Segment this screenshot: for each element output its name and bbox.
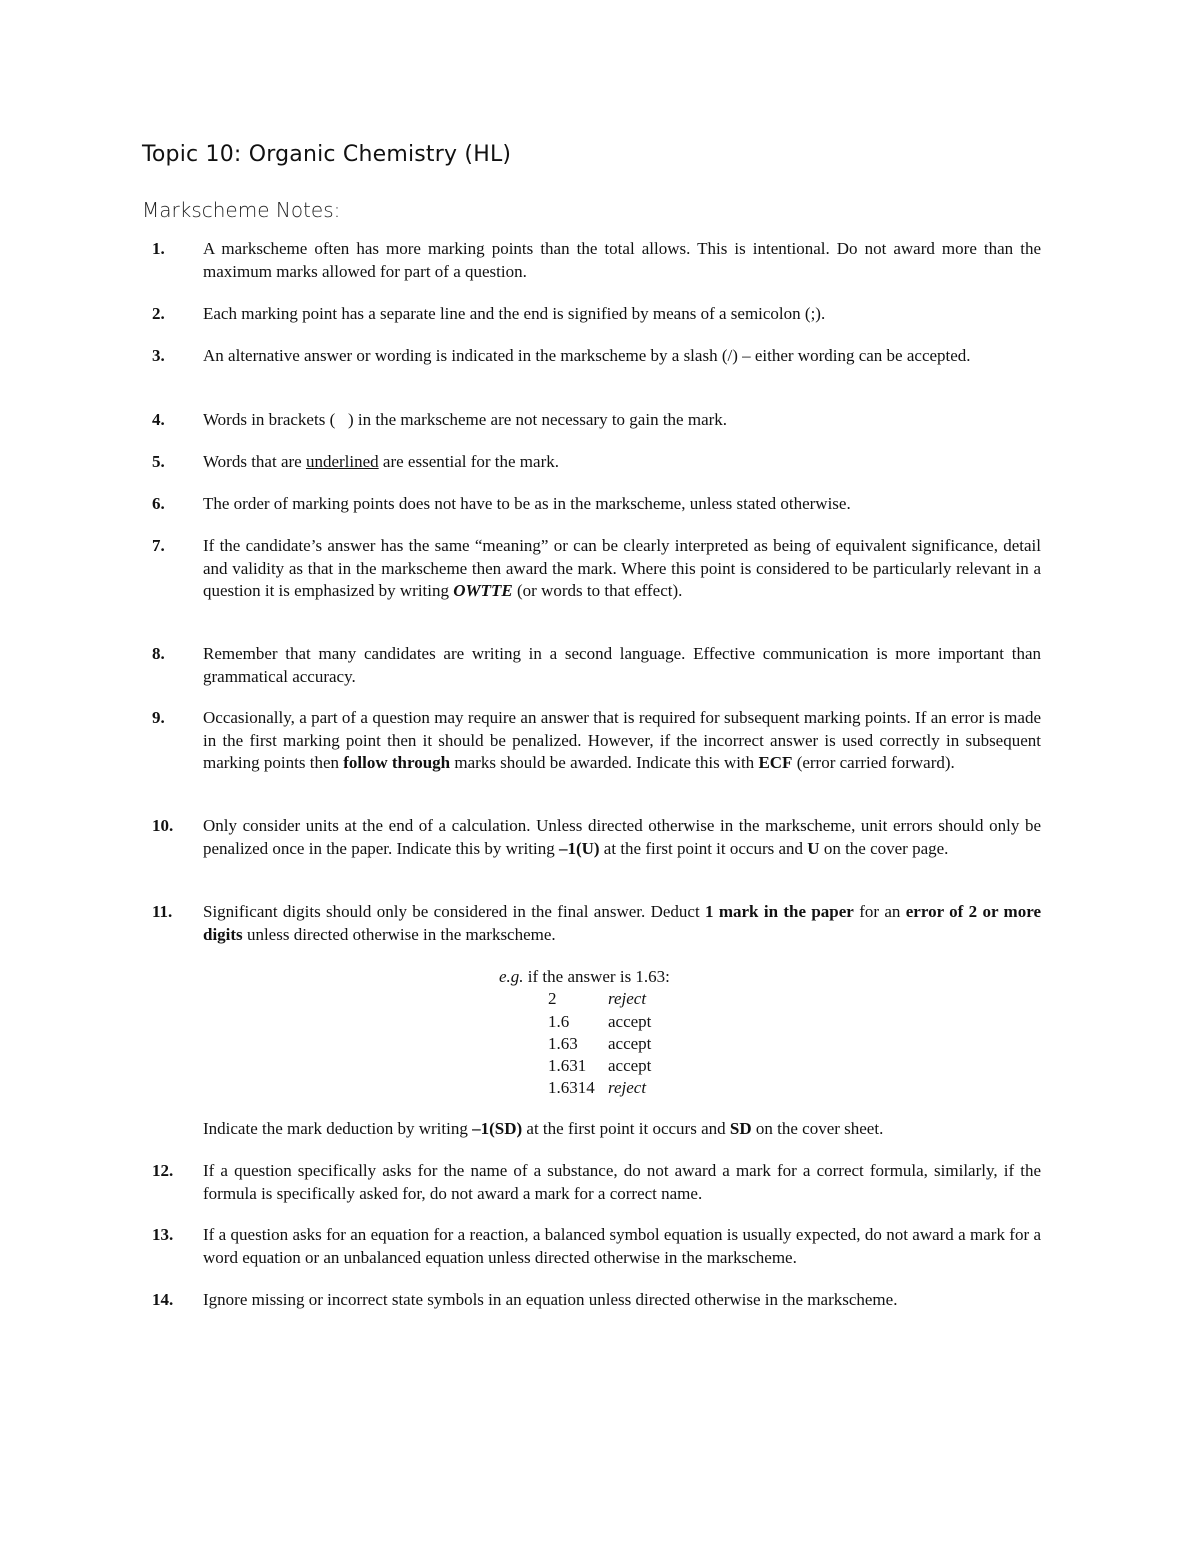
bold-text: ECF xyxy=(758,753,793,772)
example-verdict: accept xyxy=(608,1056,652,1075)
example-verdict: accept xyxy=(608,1012,652,1031)
item-text: Ignore missing or incorrect state symbols in an equation unless directed otherwise in the markscheme. xyxy=(203,1290,898,1309)
example-verdict: accept xyxy=(608,1034,652,1053)
item-text: If a question specifically asks for the name of a substance, do not award a mark for a correct formula, similarly, if the formula is specifically asked for, do not award a mark for a correct name. xyxy=(203,1161,1041,1203)
item-number: 2. xyxy=(152,304,165,323)
item-text xyxy=(203,901,1041,946)
item-text: If a question asks for an equation for a reaction, a balanced symbol equation is usually expected, do not award a mark for a word equation or an unbalanced equation unless directed otherwise in the markscheme. xyxy=(203,1225,1041,1267)
item-text xyxy=(203,451,1041,474)
text-run: Occasionally, a part of a question may require an answer that is required for subsequent marking points. If an error is made in the first marking point then it should be penalized. However, if the incorrect answer is used correctly in subsequent marking points then xyxy=(203,708,1041,772)
item-number: 4. xyxy=(152,410,165,429)
item-number: 9. xyxy=(152,708,165,727)
example-value: 1.6 xyxy=(548,1012,570,1031)
text-run: for an xyxy=(853,902,906,921)
item-text: Words in brackets ( ) in the markscheme are not necessary to gain the mark. xyxy=(203,410,728,429)
emphasis-text: OWTTE xyxy=(453,581,513,600)
text-run: (error carried forward). xyxy=(792,753,955,772)
item-number: 11. xyxy=(152,902,173,921)
text-run: (or words to that effect). xyxy=(512,581,683,600)
eg-text: e.g. xyxy=(499,967,524,986)
text-run: Words that are xyxy=(203,452,306,471)
item-number: 10. xyxy=(152,816,174,835)
item-text: The order of marking points does not have to be as in the markscheme, unless stated otherwise. xyxy=(203,494,851,513)
item-number: 12. xyxy=(152,1161,174,1180)
item-number: 1. xyxy=(152,239,165,258)
text-run: Indicate the mark deduction by writing xyxy=(203,1119,473,1138)
text-run: on the cover sheet. xyxy=(751,1119,884,1138)
item-number: 3. xyxy=(152,346,165,365)
item-text: A markscheme often has more marking points than the total allows. This is intentional. Do not award more than the maximum marks allowed for part of a question. xyxy=(203,239,1041,281)
example-value: 1.631 xyxy=(548,1056,587,1075)
example-value: 2 xyxy=(548,989,557,1008)
item-number: 7. xyxy=(152,536,165,555)
bold-text: follow through xyxy=(343,753,451,772)
text-run: are essential for the mark. xyxy=(378,452,559,471)
underlined-text: underlined xyxy=(305,452,379,471)
item-text: An alternative answer or wording is indicated in the markscheme by a slash (/) – either wording can be accepted. xyxy=(203,346,971,365)
text-run: marks should be awarded. Indicate this with xyxy=(450,753,759,772)
text-run: at the first point it occurs and xyxy=(522,1119,730,1138)
item-number: 13. xyxy=(152,1225,174,1244)
bold-text: U xyxy=(807,838,820,858)
item-text: Each marking point has a separate line and the end is signified by means of a semicolon (;). xyxy=(203,304,826,323)
text-run: Significant digits should only be considered in the final answer. Deduct xyxy=(203,902,706,921)
bold-text: SD xyxy=(729,1119,752,1138)
item-text xyxy=(203,815,1041,860)
example-verdict: reject xyxy=(608,1078,647,1097)
text-run: unless directed otherwise in the markscheme. xyxy=(242,924,556,944)
item-number: 14. xyxy=(152,1290,174,1309)
bold-text: –1(U) xyxy=(558,838,600,858)
deduction-note xyxy=(203,1118,1041,1141)
text-run: Only consider units at the end of a calculation. Unless directed otherwise in the markscheme, unit errors should only be penalized once in the paper. Indicate this by writing xyxy=(203,816,1041,858)
page-title: Topic 10: Organic Chemistry (HL) xyxy=(142,142,512,167)
item-text xyxy=(203,707,1041,775)
item-text xyxy=(203,535,1041,603)
example-verdict: reject xyxy=(608,989,647,1008)
text-run: at the first point it occurs and xyxy=(599,838,808,858)
bold-text: error of 2 or more digits xyxy=(203,902,1041,944)
example-value: 1.63 xyxy=(548,1034,578,1053)
item-number: 5. xyxy=(152,452,165,471)
text-run: If the candidate’s answer has the same “meaning” or can be clearly interpreted as being of equivalent significance, detail and validity as that in the markscheme then award the mark. Where this point is considered to be particularly relevant in a question it is emphasized by writing xyxy=(203,536,1041,600)
example-value: 1.6314 xyxy=(548,1078,595,1097)
example-intro xyxy=(499,966,670,989)
item-number: 8. xyxy=(152,644,165,663)
text-run: if the answer is 1.63: xyxy=(523,967,670,986)
bold-text: 1 mark in the paper xyxy=(705,902,854,921)
section-subtitle: Markscheme Notes: xyxy=(142,198,341,222)
item-number: 6. xyxy=(152,494,165,513)
bold-text: –1(SD) xyxy=(472,1119,523,1138)
text-run: on the cover page. xyxy=(819,838,949,858)
item-text: Remember that many candidates are writing in a second language. Effective communication is more important than grammatical accuracy. xyxy=(203,644,1041,686)
